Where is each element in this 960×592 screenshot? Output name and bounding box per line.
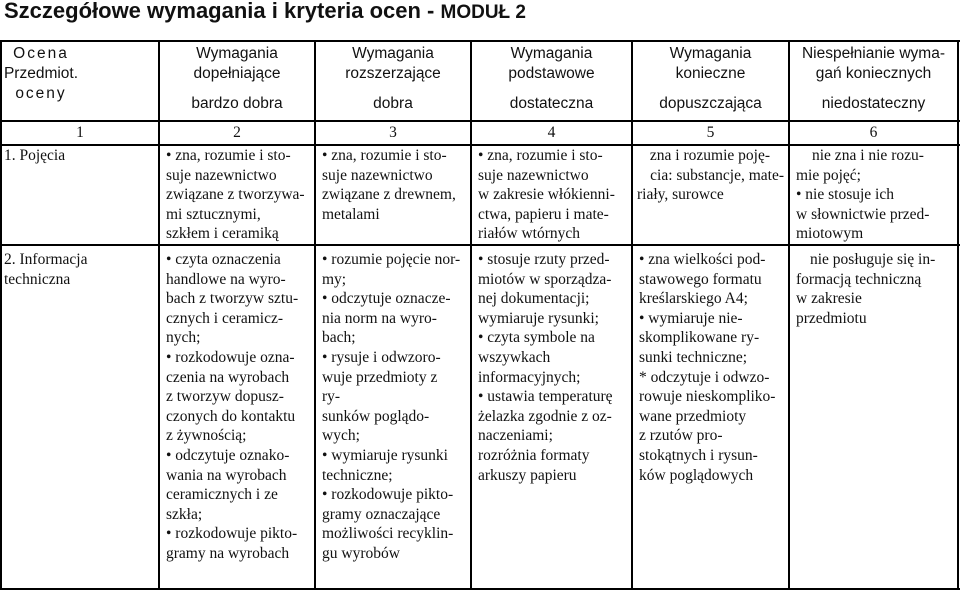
header-col-4-line1: Wymagania — [669, 45, 752, 62]
cell-line: wane przedmioty — [639, 407, 747, 425]
cell-line: • wymiaruje rysunki — [322, 446, 448, 464]
cell-line: szkła; — [166, 505, 203, 523]
cell-line: techniczne; — [322, 466, 393, 484]
col-number-3: 3 — [389, 124, 397, 141]
cell-line: • rozkodowuje pikto- — [166, 525, 298, 543]
row1-topic-line: 1. Pojęcia — [4, 147, 66, 164]
cell-line: mie pojęć; — [796, 166, 861, 184]
grade-3: dostateczna — [509, 95, 594, 112]
cell-line: bach z tworzyw sztu- — [166, 290, 299, 308]
cell-line: wszywkach — [478, 348, 551, 366]
corner-line2: Przedmiot. — [3, 65, 79, 82]
cell-line: • odczytuje oznacze- — [322, 290, 451, 308]
cell-line: cia: substancje, mate- — [650, 166, 784, 184]
row2-col2-cell — [166, 250, 298, 564]
cell-line: • rozumie pojęcie nor- — [322, 251, 461, 268]
cell-line: mi sztucznymi, — [166, 205, 261, 223]
row2-top-line — [0, 244, 960, 246]
cell-line: w zakresie — [796, 290, 862, 308]
cell-line: naczeniami; — [478, 427, 553, 445]
cell-line: • odczytuje oznako- — [166, 446, 290, 464]
cell-line: miotowym — [796, 225, 864, 243]
cell-line: możliwości recyklin- — [322, 525, 454, 543]
cell-line: związane z tworzywa- — [166, 186, 305, 204]
grade-2: dobra — [373, 95, 413, 112]
header-col-2 — [316, 44, 470, 84]
cell-line: wuje przedmioty z — [322, 368, 438, 386]
cell-line: formacją techniczną — [796, 270, 922, 288]
cell-line: wych; — [322, 427, 360, 445]
cell-line: nie posługuje się in- — [810, 251, 936, 268]
cell-line: zna i rozumie poję- — [649, 147, 770, 164]
cell-line: z tworzyw dopusz- — [166, 388, 284, 406]
row2-col6-cell — [796, 250, 935, 328]
col-divider-5 — [788, 40, 790, 590]
corner-line3: oceny — [15, 85, 67, 102]
header-col-1-line1: Wymagania — [196, 45, 278, 62]
row1-col6-cell — [796, 146, 929, 244]
grade-4: dopuszczająca — [659, 95, 762, 112]
cell-line: rozróżnia formaty — [478, 446, 590, 464]
cell-line: • zna wielkości pod- — [639, 251, 766, 268]
col-number-1: 1 — [76, 124, 84, 141]
cell-line: rowuje nieskompliko- — [639, 388, 776, 406]
cell-line: bach; — [322, 329, 356, 347]
cell-line: nej dokumentacji; — [478, 290, 590, 308]
cell-line: ry- — [322, 388, 341, 406]
col-number-2: 2 — [233, 124, 241, 141]
header-col-3 — [472, 44, 631, 84]
cell-line: gramy oznaczające — [322, 505, 441, 523]
cell-line: cznych i ceramicz- — [166, 309, 284, 327]
cell-line: arkuszy papieru — [478, 466, 577, 484]
cell-line: wymiaruje rysunki; — [478, 309, 599, 327]
corner-line1: Ocena — [13, 45, 69, 62]
cell-line: z żywnością; — [166, 427, 247, 445]
table-border-left — [0, 40, 2, 590]
cell-line: • czyta oznaczenia — [166, 251, 281, 268]
cell-line: stawowego formatu — [639, 270, 762, 288]
grade-5: niedostateczny — [821, 95, 926, 112]
cell-line: • zna, rozumie i sto- — [166, 147, 291, 164]
header-col-4-line2: konieczne — [675, 65, 746, 82]
cell-line: stokątnych i rysun- — [639, 446, 758, 464]
cell-line: • stosuje rzuty przed- — [478, 251, 610, 268]
cell-line: riałów wtórnych — [478, 225, 581, 243]
header-col-1-line2: dopełniające — [193, 65, 281, 82]
cell-line: informacyjnych; — [478, 368, 581, 386]
cell-line: związane z drewnem, — [322, 186, 456, 204]
cell-line: gramy na wyrobach — [166, 544, 290, 562]
cell-line: ctwa, papieru i mate- — [478, 205, 609, 223]
cell-line: • zna, rozumie i sto- — [322, 147, 447, 164]
table-border-top — [0, 40, 960, 42]
col-divider-1 — [158, 40, 160, 590]
row1-col5-cell — [633, 146, 788, 205]
cell-line: kreślarskiego A4; — [639, 290, 748, 308]
title-module: MODUŁ 2 — [440, 2, 526, 23]
cell-line: • rysuje i odwzoro- — [322, 348, 441, 366]
cell-line: • rozkodowuje ozna- — [166, 348, 295, 366]
col-number-5: 5 — [706, 124, 715, 141]
corner-header — [2, 44, 80, 104]
cell-line: czonych do kontaktu — [166, 407, 296, 425]
header-col-2-line2: rozszerzające — [345, 65, 441, 82]
cell-line: suje nazewnictwo — [322, 166, 433, 184]
row2-col3-cell — [322, 250, 460, 564]
cell-line: nie zna i nie rozu- — [812, 147, 924, 164]
cell-line: suje nazewnictwo — [478, 166, 589, 184]
grade-1: bardzo dobra — [191, 95, 283, 112]
cell-line: • ustawia temperaturę — [478, 388, 613, 406]
row2-topic — [4, 250, 88, 289]
col-divider-4 — [631, 40, 633, 590]
header-col-5 — [790, 44, 957, 84]
cell-line: metalami — [322, 205, 380, 223]
cell-line: • wymiaruje nie- — [639, 309, 743, 327]
col-divider-2 — [314, 40, 316, 590]
header-col-5-line2: gań koniecznych — [815, 65, 932, 82]
header-col-4 — [633, 44, 788, 84]
cell-line: riały, surowce — [637, 186, 724, 204]
requirements-table — [0, 40, 960, 590]
cell-line: gu wyrobów — [322, 544, 400, 562]
header-divider — [0, 120, 960, 122]
table-border-bottom — [0, 588, 960, 590]
row1-col4-cell — [478, 146, 615, 244]
cell-line: ków poglądowych — [639, 466, 754, 484]
row2-col5-cell — [639, 250, 775, 485]
row1-topic — [4, 146, 65, 166]
cell-line: • nie stosuje ich — [796, 186, 894, 204]
page-title — [4, 0, 526, 26]
col-divider-3 — [470, 40, 472, 590]
header-col-2-line1: Wymagania — [352, 45, 434, 62]
header-col-5-line1: Niespełnianie wyma- — [801, 45, 945, 62]
cell-line: wania na wyrobach — [166, 466, 287, 484]
header-col-1 — [160, 44, 314, 84]
cell-line: sunków poglądo- — [322, 407, 430, 425]
cell-line: • zna, rozumie i sto- — [478, 147, 603, 164]
cell-line: my; — [322, 270, 347, 288]
cell-line: nia norm na wyro- — [322, 309, 437, 327]
cell-line: ceramicznych i ze — [166, 486, 278, 504]
cell-line: • rozkodowuje pikto- — [322, 486, 454, 504]
table-border-right — [957, 40, 959, 590]
cell-line: z rzutów pro- — [639, 427, 723, 445]
cell-line: * odczytuje i odwzo- — [639, 368, 770, 386]
header-col-3-line2: podstawowe — [508, 65, 595, 82]
cell-line: handlowe na wyro- — [166, 270, 286, 288]
cell-line: • czyta symbole na — [478, 329, 595, 347]
cell-line: szkłem i ceramiką — [166, 225, 279, 243]
cell-line: w zakresie włókienni- — [478, 186, 615, 204]
row2-topic-line: 2. Informacja — [4, 251, 88, 268]
col-number-6: 6 — [869, 124, 878, 141]
title-main: Szczegółowe wymagania i kryteria ocen - — [4, 0, 441, 23]
cell-line: przedmiotu — [796, 309, 867, 327]
cell-line: czenia na wyrobach — [166, 368, 290, 386]
cell-line: sunki techniczne; — [639, 348, 748, 366]
cell-line: w słownictwie przed- — [796, 205, 930, 223]
row1-col2-cell — [166, 146, 305, 244]
row2-col4-cell — [478, 250, 613, 485]
cell-line: skomplikowane ry- — [639, 329, 760, 347]
cell-line: miotów w sporządza- — [478, 270, 612, 288]
header-col-3-line1: Wymagania — [510, 45, 593, 62]
cell-line: suje nazewnictwo — [166, 166, 277, 184]
cell-line: nych; — [166, 329, 201, 347]
col-number-4: 4 — [547, 124, 556, 141]
row2-topic-line: techniczna — [4, 270, 71, 288]
cell-line: żelazka zgodnie z oz- — [478, 407, 612, 425]
row1-col3-cell — [322, 146, 456, 224]
